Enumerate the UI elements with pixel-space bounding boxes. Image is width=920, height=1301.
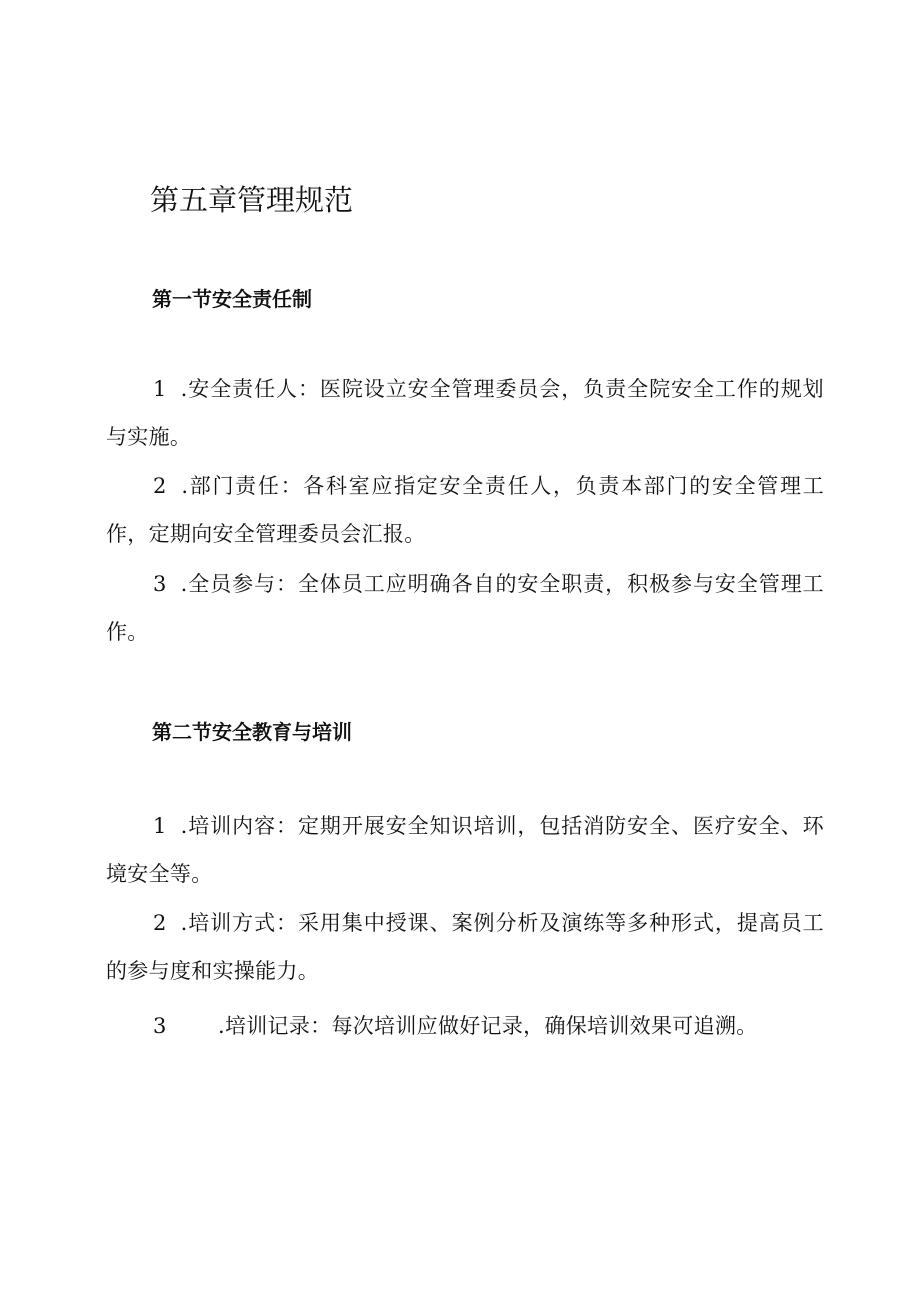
item-text: .安全责任人：医院设立安全管理委员会，负责全院安全工作的规划与实施。 — [106, 377, 824, 449]
item-text: .部门责任：各科室应指定安全责任人，负责本部门的安全管理工作，定期向安全管理委员会汇报。 — [106, 474, 825, 546]
item-number: 2 — [153, 911, 167, 935]
item-text: .培训内容：定期开展安全知识培训，包括消防安全、医疗安全、环境安全等。 — [106, 814, 824, 886]
item-number: 3 — [153, 1014, 167, 1038]
item-number: 1 — [153, 377, 167, 401]
chapter-title: 第五章管理规范 — [150, 183, 354, 217]
section-title-1: 第一节安全责任制 — [152, 287, 312, 311]
section-1-item-1 — [106, 365, 824, 461]
section-1-item-2 — [106, 462, 824, 558]
section-title-2: 第二节安全教育与培训 — [152, 720, 352, 744]
section-2-item-3 — [106, 1002, 824, 1050]
section-2-item-2 — [106, 899, 824, 995]
section-2-item-1 — [106, 802, 824, 898]
item-text: .培训记录：每次培训应做好记录，确保培训效果可追溯。 — [217, 1014, 758, 1038]
item-number: 3 — [153, 572, 167, 596]
item-text: .全员参与：全体员工应明确各自的安全职责，积极参与安全管理工作。 — [106, 572, 824, 644]
section-1-item-3 — [106, 560, 824, 656]
item-number: 1 — [153, 814, 167, 838]
item-number: 2 — [153, 474, 167, 498]
item-text: .培训方式：采用集中授课、案例分析及演练等多种形式，提高员工的参与度和实操能力。 — [106, 911, 824, 983]
